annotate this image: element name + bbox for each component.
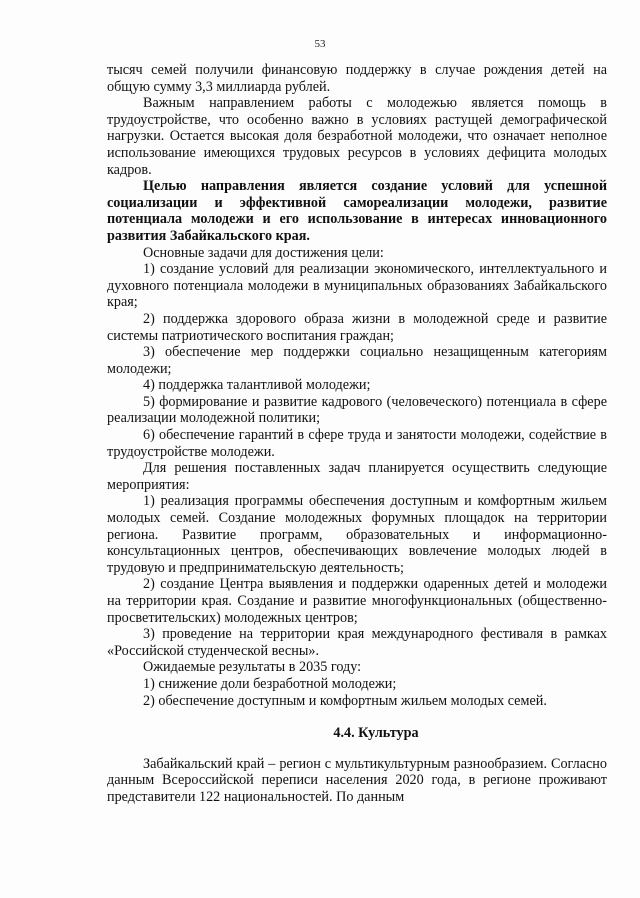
- list-item: 5) формирование и развитие кадрового (человеческого) потенциала в сфере реализации молодежной политики;: [107, 393, 607, 427]
- list-item: 1) создание условий для реализации экономического, интеллектуального и духовного потенциала молодежи в муниципальных образованиях Забайкальского края;: [107, 261, 607, 311]
- paragraph: Основные задачи для достижения цели:: [143, 244, 384, 261]
- page-number: 53: [314, 38, 326, 50]
- paragraph: Для решения поставленных задач планируется осуществить следующие мероприятия:: [107, 460, 607, 493]
- paragraph: Ожидаемые результаты в 2035 году:: [143, 659, 362, 676]
- list-item: 3) обеспечение мер поддержки социально незащищенным категориям молодежи;: [107, 344, 607, 377]
- list-item: 4) поддержка талантливой молодежи;: [143, 377, 371, 394]
- list-item: 2) создание Центра выявления и поддержки одаренных детей и молодежи на территории края. Создание и развитие многофункциональных (общественно-просветительских) молодежных центров;: [107, 576, 607, 626]
- list-item: 2) обеспечение доступным и комфортным жильем молодых семей.: [143, 692, 547, 709]
- paragraph: Важным направлением работы с молодежью является помощь в трудоустройстве, что особенно важно в условиях растущей демографической нагрузки. Остается высокая доля безработной молодежи, что означает неполное использование имеющихся трудовых ресурсов в условиях дефицита молодых кадров.: [107, 95, 607, 178]
- list-item: 3) проведение на территории края международного фестиваля в рамках «Российской студенческой весны».: [107, 626, 607, 659]
- list-item: 1) реализация программы обеспечения доступным и комфортным жильем молодых семей. Создание молодежных форумных площадок на территории региона. Развитие программ, образовательных и информационно-консультационных центров, обеспечивающих вовлечение молодых людей в трудовую и предпринимательскую деятельность;: [107, 493, 607, 576]
- list-item: 6) обеспечение гарантий в сфере труда и занятости молодежи, содействие в трудоустройстве молодежи.: [107, 427, 607, 460]
- section-heading: 4.4. Культура: [333, 725, 419, 742]
- document-body: [107, 62, 607, 806]
- goal-paragraph: Целью направления является создание условий для успешной социализации и эффективной самореализации молодежи, развитие потенциала молодежи и его использование в интересах инновационного развития Забайкальского края.: [107, 178, 607, 244]
- paragraph: Забайкальский край – регион с мультикультурным разнообразием. Согласно данным Всероссийской переписи населения 2020 года, в регионе проживают представители 122 национальностей. По данным: [107, 755, 607, 805]
- paragraph: тысяч семей получили финансовую поддержку в случае рождения детей на общую сумму 3,3 миллиарда рублей.: [107, 62, 607, 95]
- list-item: 2) поддержка здорового образа жизни в молодежной среде и развитие системы патриотического воспитания граждан;: [107, 310, 607, 344]
- list-item: 1) снижение доли безработной молодежи;: [143, 675, 397, 692]
